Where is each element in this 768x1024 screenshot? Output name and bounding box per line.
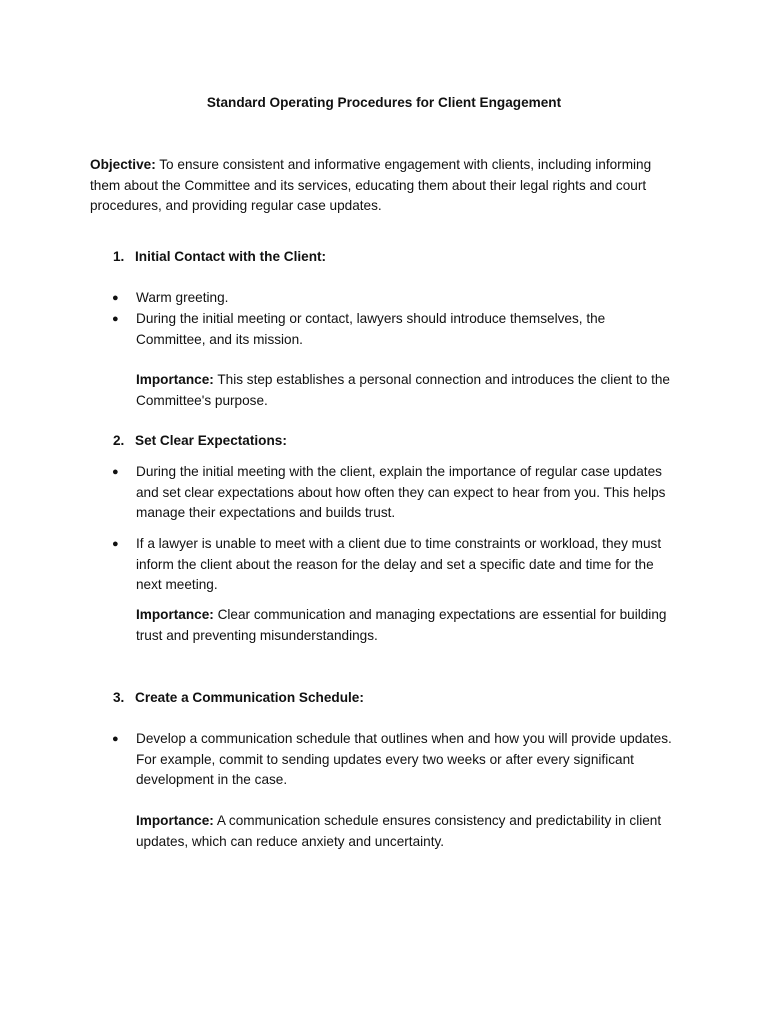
- document-title: Standard Operating Procedures for Client Engagement: [206, 95, 562, 110]
- bullet-text: During the initial meeting with the client, explain the importance of regular case updates and set clear expectations about how often they can expect to hear from you. This helps manage their expectations and builds trust.: [136, 464, 666, 520]
- objective-text: To ensure consistent and informative engagement with clients, including informing them about the Committee and its services, educating them about their legal rights and court procedures, and providing regular case updates.: [90, 157, 652, 213]
- bullet-icon: ●: [112, 538, 119, 550]
- importance-label: Importance:: [136, 372, 214, 387]
- objective-label: Objective:: [90, 157, 156, 172]
- importance-label: Importance:: [136, 813, 214, 828]
- section-3-title: Create a Communication Schedule:: [135, 690, 364, 705]
- section-3-importance: [136, 811, 681, 852]
- bullet-text: Warm greeting.: [136, 290, 229, 305]
- section-1-title: Initial Contact with the Client:: [135, 249, 327, 264]
- list-item: [112, 462, 677, 524]
- bullet-icon: ●: [112, 733, 119, 745]
- section-1-number: 1.: [113, 249, 125, 264]
- objective-paragraph: [90, 155, 670, 217]
- list-item: [112, 309, 677, 350]
- list-item: [112, 729, 677, 791]
- section-2-number: 2.: [113, 433, 125, 448]
- section-2-heading: [113, 431, 673, 451]
- bullet-text: Develop a communication schedule that outlines when and how you will provide updates. For example, commit to sending updates every two weeks or after every significant development in the case.: [136, 731, 672, 787]
- importance-text: A communication schedule ensures consistency and predictability in client updates, which can reduce anxiety and uncertainty.: [136, 813, 662, 849]
- section-3-heading: [113, 688, 673, 708]
- section-2-importance: [136, 605, 681, 646]
- section-2-title: Set Clear Expectations:: [135, 433, 287, 448]
- bullet-icon: ●: [112, 292, 119, 304]
- importance-text: Clear communication and managing expectations are essential for building trust and preventing misunderstandings.: [136, 607, 667, 643]
- bullet-icon: ●: [112, 466, 119, 478]
- bullet-icon: ●: [112, 313, 119, 325]
- importance-label: Importance:: [136, 607, 214, 622]
- list-item: [112, 288, 677, 309]
- bullet-text: If a lawyer is unable to meet with a client due to time constraints or workload, they must inform the client about the reason for the delay and set a specific date and time for the next meeting.: [136, 536, 662, 592]
- importance-text: This step establishes a personal connection and introduces the client to the Committee's purpose.: [136, 372, 670, 408]
- section-1-heading: [113, 247, 673, 267]
- bullet-text: During the initial meeting or contact, lawyers should introduce themselves, the Committee, and its mission.: [136, 311, 606, 347]
- list-item: [112, 534, 677, 596]
- section-3-number: 3.: [113, 690, 125, 705]
- section-1-importance: [136, 370, 681, 411]
